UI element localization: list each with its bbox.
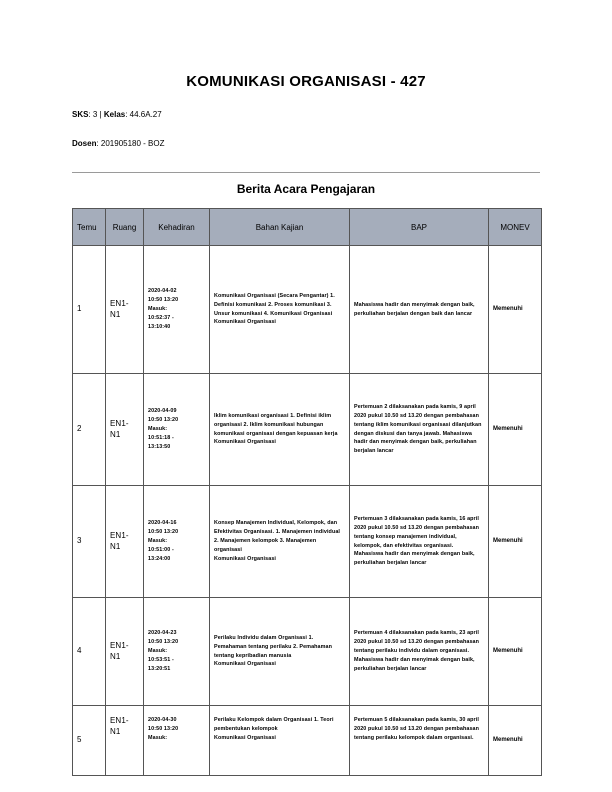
table-row	[73, 246, 542, 374]
cell-bap: Pertemuan 3 dilaksanakan pada kamis, 16 april 2020 pukul 10.50 sd 13.20 dengan pembahasan tentang konsep manajemen individual, kelompok, dan efektivitas organisasi. Mahasiswa hadir dan menyimak dengan baik, perkuliahan berjalan lancar	[350, 486, 489, 598]
divider	[72, 172, 540, 173]
cell-kehadiran: 2020-04-02 10:50 13:20 Masuk: 10:52:37 - 13:10:40	[144, 246, 210, 374]
cell-kehadiran: 2020-04-16 10:50 13:20 Masuk: 10:51:00 - 13:24:00	[144, 486, 210, 598]
kelas-label: Kelas	[103, 110, 126, 119]
dosen-line	[72, 139, 165, 148]
cell-kehadiran: 2020-04-23 10:50 13:20 Masuk: 10:53:51 - 13:20:51	[144, 598, 210, 706]
cell-bahan-kajian: Perilaku Individu dalam Organisasi 1. Pemahaman tentang perilaku 2. Pemahaman tentang kepribadian manusia Komunikasi Organisasi	[210, 598, 350, 706]
cell-monev: Memenuhi	[489, 246, 542, 374]
header-monev: MONEV	[489, 209, 542, 246]
cell-temu: 2	[73, 374, 106, 486]
cell-bap: Pertemuan 4 dilaksanakan pada kamis, 23 april 2020 pukul 10.50 sd 13.20 dengan pembahasan tentang perilaku individu dalam organisasi. Mahasiswa hadir dan menyimak dengan baik, perkuliahan berjalan lancar	[350, 598, 489, 706]
cell-monev: Memenuhi	[489, 374, 542, 486]
header-kehadiran: Kehadiran	[144, 209, 210, 246]
cell-temu: 1	[73, 246, 106, 374]
cell-bahan-kajian: Komunikasi Organisasi (Secara Pengantar) 1. Definisi komunikasi 2. Proses komunikasi 3. Unsur komunikasi 4. Komunikasi Organisasi Komunikasi Organisasi	[210, 246, 350, 374]
cell-ruang: EN1- N1	[106, 486, 144, 598]
sks-label: SKS	[72, 110, 89, 119]
cell-ruang: EN1- N1	[106, 246, 144, 374]
page-title: KOMUNIKASI ORGANISASI - 427	[186, 73, 426, 90]
bap-table	[72, 208, 542, 776]
header-bap: BAP	[350, 209, 489, 246]
table-row	[73, 374, 542, 486]
cell-bahan-kajian: Perilaku Kelompok dalam Organisasi 1. Teori pembentukan kelompok Komunikasi Organisasi	[210, 706, 350, 776]
section-title: Berita Acara Pengajaran	[236, 182, 376, 196]
cell-bap: Mahasiswa hadir dan menyimak dengan baik, perkuliahan berjalan dengan baik dan lancar	[350, 246, 489, 374]
cell-monev: Memenuhi	[489, 598, 542, 706]
kelas-value: : 44.6A.27	[125, 110, 162, 119]
cell-kehadiran: 2020-04-30 10:50 13:20 Masuk:	[144, 706, 210, 776]
cell-monev: Memenuhi	[489, 706, 542, 776]
table-row	[73, 486, 542, 598]
table-row	[73, 706, 542, 776]
dosen-value: : 201905180 - BOZ	[96, 139, 165, 148]
header-ruang: Ruang	[106, 209, 144, 246]
cell-monev: Memenuhi	[489, 486, 542, 598]
sks-value: : 3 |	[88, 110, 104, 119]
cell-bap: Pertemuan 5 dilaksanakan pada kamis, 30 april 2020 pukul 10.50 sd 13.20 dengan pembahasan tentang perilaku kelompok dalam organisasi.	[350, 706, 489, 776]
cell-bahan-kajian: Konsep Manajemen Individual, Kelompok, dan Efektivitas Organisasi. 1. Manajemen individual 2. Manajemen kelompok 3. Manajemen organisasi Komunikasi Organisasi	[210, 486, 350, 598]
cell-temu: 5	[73, 706, 106, 776]
cell-kehadiran: 2020-04-09 10:50 13:20 Masuk: 10:51:18 - 13:13:50	[144, 374, 210, 486]
cell-ruang: EN1- N1	[106, 706, 144, 776]
header-temu: Temu	[73, 209, 106, 246]
cell-ruang: EN1- N1	[106, 374, 144, 486]
header-bahan-kajian: Bahan Kajian	[210, 209, 350, 246]
course-meta	[72, 110, 162, 119]
table-row	[73, 598, 542, 706]
cell-bahan-kajian: Iklim komunikasi organisasi 1. Definisi iklim organisasi 2. Iklim komunikasi hubungan komunikasi organisasi dengan kepuasan kerja Komunikasi Organisasi	[210, 374, 350, 486]
cell-ruang: EN1- N1	[106, 598, 144, 706]
cell-temu: 3	[73, 486, 106, 598]
cell-bap: Pertemuan 2 dilaksanakan pada kamis, 9 april 2020 pukul 10.50 sd 13.20 dengan pembahasan tentang iklim komunikasi organisasi dilanjutkan dengan diskusi dan tanya jawab. Mahasiswa hadir dan menyimak dengan baik, perkuliahan berjalan lancar	[350, 374, 489, 486]
table-header-row	[73, 209, 542, 246]
dosen-label: Dosen	[72, 139, 97, 148]
cell-temu: 4	[73, 598, 106, 706]
